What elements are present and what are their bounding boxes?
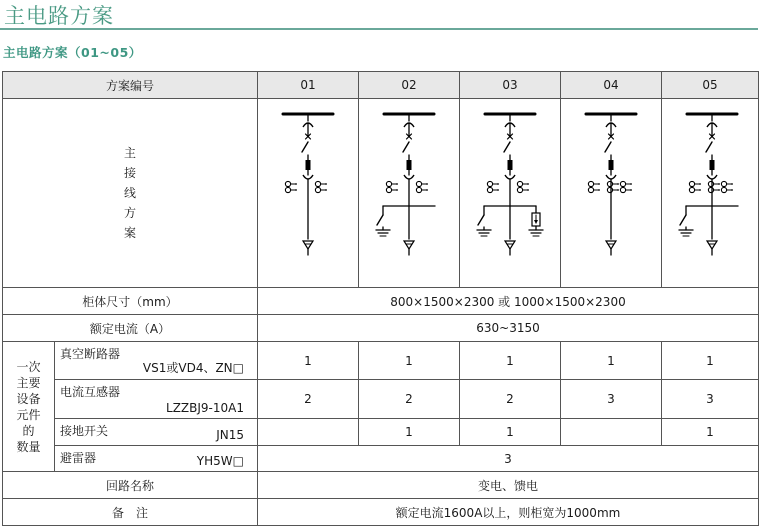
category-line: 主要: [16, 375, 41, 390]
cabinet-size-row: [3, 288, 759, 315]
ct-coil: [386, 181, 391, 186]
qty-cell: 1: [359, 342, 460, 380]
ct-coil: [386, 187, 391, 192]
section-subtitle: 主电路方案（01~05）: [3, 45, 142, 60]
device-cell: [55, 419, 258, 446]
scheme-01: 01: [258, 72, 359, 99]
device-row: [3, 342, 759, 380]
device-name: 避雷器: [60, 451, 97, 465]
ct-terminal: [630, 189, 632, 191]
earth-switch-blade: [478, 215, 484, 225]
ct-coil: [588, 181, 593, 186]
ct-coil: [315, 187, 320, 192]
qty-cell: 1: [359, 419, 460, 446]
qty-cell: [561, 419, 662, 446]
equipment-category: [3, 342, 55, 472]
ct-coil: [517, 181, 522, 186]
qty-cell: 1: [460, 419, 561, 446]
page-title: 主电路方案: [4, 4, 114, 28]
arrester-arrowhead: [534, 220, 538, 224]
ct-coil: [620, 187, 625, 192]
cable-head: [606, 241, 616, 249]
carriage-block: [609, 160, 614, 170]
scheme-05: 05: [662, 72, 759, 99]
scheme-header: 方案编号: [3, 72, 258, 99]
ct-terminal: [718, 189, 720, 191]
breaker-blade: [706, 142, 712, 152]
category-line: 一次: [16, 359, 41, 374]
ct-coil: [487, 187, 492, 192]
wiring-char: 接: [123, 166, 136, 180]
carriage-block: [710, 160, 715, 170]
ct-terminal: [396, 183, 398, 185]
ct-terminal: [497, 189, 499, 191]
category-line: 数量: [16, 439, 41, 454]
qty-cell: 1: [258, 342, 359, 380]
earth-switch-blade: [680, 215, 686, 225]
ct-terminal: [598, 189, 600, 191]
cable-head: [303, 241, 313, 249]
ct-terminal: [699, 189, 701, 191]
qty-cell: 2: [460, 380, 561, 419]
qty-cell: 1: [662, 419, 759, 446]
ct-terminal: [426, 183, 428, 185]
cabinet-size-label: 柜体尺寸（mm）: [3, 288, 258, 315]
qty-cell: 1: [460, 342, 561, 380]
ct-coil: [517, 187, 522, 192]
ct-terminal: [718, 183, 720, 185]
device-name: 电流互感器: [60, 385, 121, 399]
arrester-qty: 3: [258, 446, 759, 472]
cable-head: [505, 241, 515, 249]
diagram-cell-04: [561, 99, 662, 288]
ct-terminal: [527, 189, 529, 191]
ct-coil: [588, 187, 593, 192]
diagram-cell-03: [460, 99, 561, 288]
breaker-blade: [504, 142, 510, 152]
device-model: YH5W□: [196, 454, 244, 468]
breaker-blade: [403, 142, 409, 152]
ct-terminal: [630, 183, 632, 185]
wiring-diagram-05: [662, 99, 758, 287]
wiring-diagram-04: [561, 99, 661, 287]
scheme-02: 02: [359, 72, 460, 99]
breaker-blade: [302, 142, 308, 152]
breaker-blade: [605, 142, 611, 152]
ct-terminal: [731, 183, 733, 185]
earth-switch-blade: [377, 215, 383, 225]
qty-cell: [258, 419, 359, 446]
category-line: 的: [22, 423, 35, 438]
title-divider: [0, 28, 758, 30]
wiring-row: [3, 99, 759, 288]
qty-cell: 2: [258, 380, 359, 419]
cable-head: [707, 241, 717, 249]
remark-row: [3, 499, 759, 526]
ct-coil: [721, 187, 726, 192]
category-line: 元件: [16, 407, 41, 422]
rated-current-value: 630~3150: [258, 315, 759, 342]
ct-terminal: [426, 189, 428, 191]
device-row: [3, 380, 759, 419]
ct-terminal: [617, 189, 619, 191]
ct-coil: [721, 181, 726, 186]
ct-terminal: [396, 189, 398, 191]
wiring-char: 方: [123, 206, 136, 220]
device-model: LZZBJ9-10A1: [166, 401, 244, 415]
ct-terminal: [497, 183, 499, 185]
ct-coil: [689, 181, 694, 186]
ct-coil: [315, 181, 320, 186]
ct-terminal: [295, 183, 297, 185]
carriage-block: [407, 160, 412, 170]
diagram-cell-05: [662, 99, 759, 288]
wiring-char: 案: [123, 226, 136, 240]
ct-terminal: [731, 189, 733, 191]
ct-coil: [607, 187, 612, 192]
ct-coil: [708, 187, 713, 192]
wiring-diagram-01: [258, 99, 358, 287]
ct-coil: [285, 181, 290, 186]
device-cell: [55, 380, 258, 419]
device-model: VS1或VD4、ZN□: [142, 361, 244, 375]
device-model: JN15: [216, 428, 244, 442]
qty-cell: 3: [662, 380, 759, 419]
wiring-label: [3, 99, 258, 288]
ct-terminal: [325, 189, 327, 191]
diagram-cell-01: [258, 99, 359, 288]
ct-coil: [689, 187, 694, 192]
remark-label: 备 注: [3, 499, 258, 526]
header-row: [3, 72, 759, 99]
diagram-cell-02: [359, 99, 460, 288]
main-circuit-table: [2, 71, 759, 526]
carriage-block: [306, 160, 311, 170]
wiring-char: 线: [123, 186, 136, 200]
wiring-diagram-02: [359, 99, 459, 287]
ct-terminal: [295, 189, 297, 191]
qty-cell: 3: [561, 380, 662, 419]
device-row: [3, 446, 759, 472]
scheme-04: 04: [561, 72, 662, 99]
ct-terminal: [527, 183, 529, 185]
ct-coil: [708, 181, 713, 186]
qty-cell: 1: [662, 342, 759, 380]
remark-value: 额定电流1600A以上，则柜宽为1000mm: [258, 499, 759, 526]
device-name: 接地开关: [60, 424, 109, 438]
wiring-char: 主: [123, 146, 136, 160]
circuit-value: 变电、馈电: [258, 472, 759, 499]
qty-cell: 1: [561, 342, 662, 380]
ct-terminal: [325, 183, 327, 185]
rated-current-row: [3, 315, 759, 342]
carriage-block: [508, 160, 513, 170]
ct-coil: [416, 181, 421, 186]
rated-current-label: 额定电流（A）: [3, 315, 258, 342]
qty-cell: 2: [359, 380, 460, 419]
ct-terminal: [699, 183, 701, 185]
cable-head: [404, 241, 414, 249]
device-name: 真空断路器: [60, 347, 121, 361]
circuit-row: [3, 472, 759, 499]
category-line: 设备: [16, 391, 41, 406]
scheme-03: 03: [460, 72, 561, 99]
ct-coil: [285, 187, 290, 192]
wiring-diagram-03: [460, 99, 560, 287]
ct-coil: [620, 181, 625, 186]
ct-coil: [607, 181, 612, 186]
cabinet-size-value: 800×1500×2300 或 1000×1500×2300: [258, 288, 759, 315]
circuit-label: 回路名称: [3, 472, 258, 499]
ct-coil: [487, 181, 492, 186]
ct-terminal: [598, 183, 600, 185]
device-cell: [55, 342, 258, 380]
ct-coil: [416, 187, 421, 192]
device-cell: [55, 446, 258, 472]
device-row: [3, 419, 759, 446]
ct-terminal: [617, 183, 619, 185]
